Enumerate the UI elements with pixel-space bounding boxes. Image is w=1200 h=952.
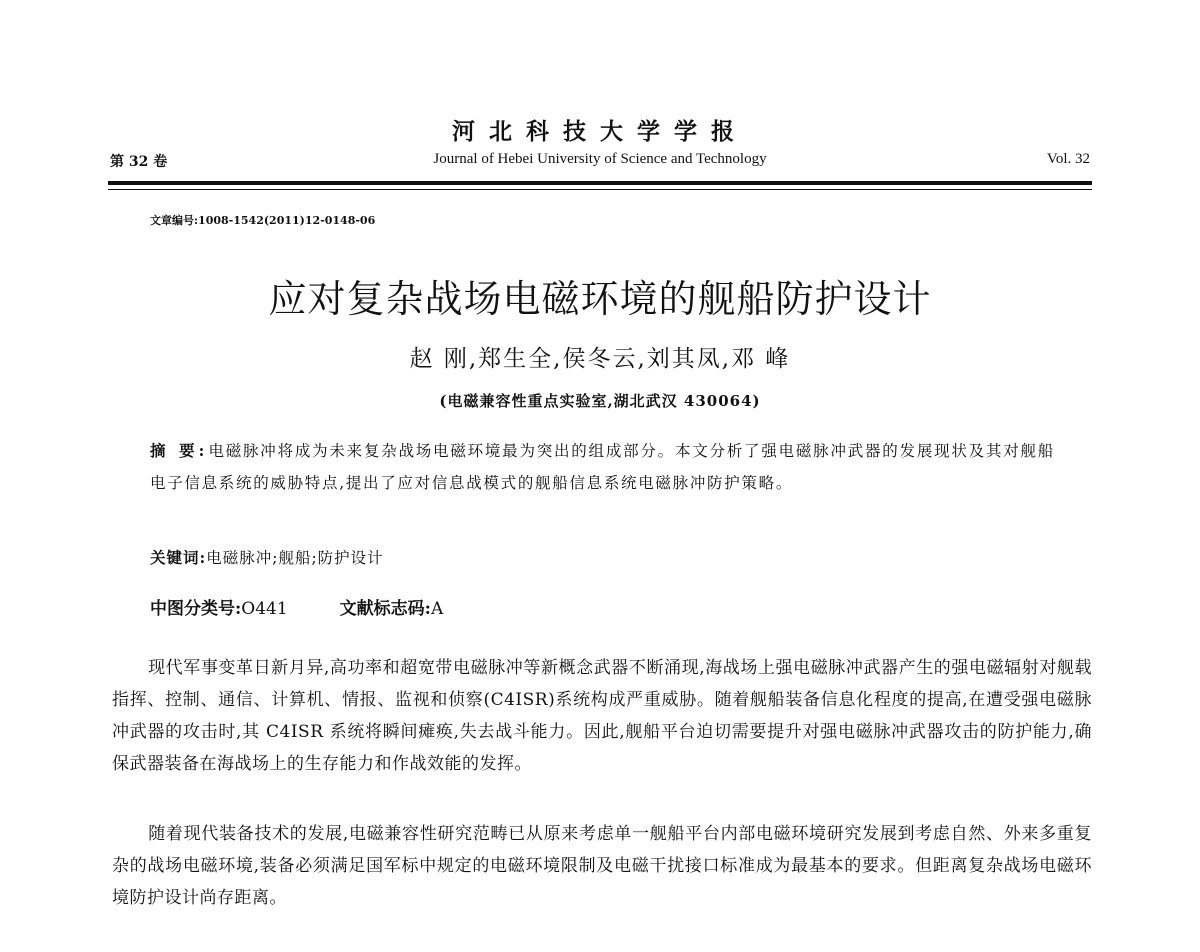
keywords-label: 关键词:: [150, 548, 207, 567]
author-list: 赵 刚,郑生全,侯冬云,刘其凤,邓 峰: [409, 346, 791, 372]
affiliation: (电磁兼容性重点实验室,湖北武汉 430064): [439, 392, 761, 410]
volume-label-en: Vol. 32: [1046, 151, 1090, 167]
journal-title-en: Journal of Hebei University of Science and Technology: [433, 151, 767, 167]
volume-label-cn: 第 32 卷: [110, 154, 168, 170]
header-rule-thin: [108, 189, 1092, 190]
classification-line: [150, 594, 443, 619]
abstract: [150, 435, 1055, 499]
body-paragraph-1-text: 现代军事变革日新月异,高功率和超宽带电磁脉冲等新概念武器不断涌现,海战场上强电磁脉冲武器产生的强电磁辐射对舰载指挥、控制、通信、计算机、情报、监视和侦察(C4ISR)系统构成严重威胁。随着舰船装备信息化程度的提高,在遭受强电磁脉冲武器的攻击时,其 C4ISR 系统将瞬间瘫痪,失去战斗能力。因此,舰船平台迫切需要提升对强电磁脉冲武器攻击的防护能力,确保武器装备在海战场上的生存能力和作战效能的发挥。: [112, 658, 1092, 774]
clc-value: O441: [241, 599, 288, 619]
article-number: 文章编号:1008-1542(2011)12-0148-06: [150, 214, 376, 227]
doc-code-value: A: [430, 599, 444, 619]
body-paragraph-2-text: 随着现代装备技术的发展,电磁兼容性研究范畴已从原来考虑单一舰船平台内部电磁环境研究发展到考虑自然、外来多重复杂的战场电磁环境,装备必须满足国军标中规定的电磁环境限制及电磁干扰接口标准成为最基本的要求。但距离复杂战场电磁环境防护设计尚存距离。: [112, 824, 1092, 908]
keywords-text: 电磁脉冲;舰船;防护设计: [206, 549, 384, 567]
abstract-text: 电磁脉冲将成为未来复杂战场电磁环境最为突出的组成部分。本文分析了强电磁脉冲武器的发展现状及其对舰船电子信息系统的威胁特点,提出了应对信息战模式的舰船信息系统电磁脉冲防护策略。: [150, 442, 1055, 492]
journal-title-cn: 河北科技大学学报: [452, 118, 748, 145]
abstract-label: 摘 要:: [150, 441, 209, 460]
body-paragraph-1: [112, 652, 1092, 780]
keywords: [150, 546, 384, 568]
header-rule-thick: [108, 181, 1092, 185]
clc-label: 中图分类号:: [150, 599, 242, 619]
doc-code-label: 文献标志码:: [339, 599, 431, 619]
paper-title: 应对复杂战场电磁环境的舰船防护设计: [268, 277, 932, 321]
body-paragraph-2: [112, 818, 1092, 914]
